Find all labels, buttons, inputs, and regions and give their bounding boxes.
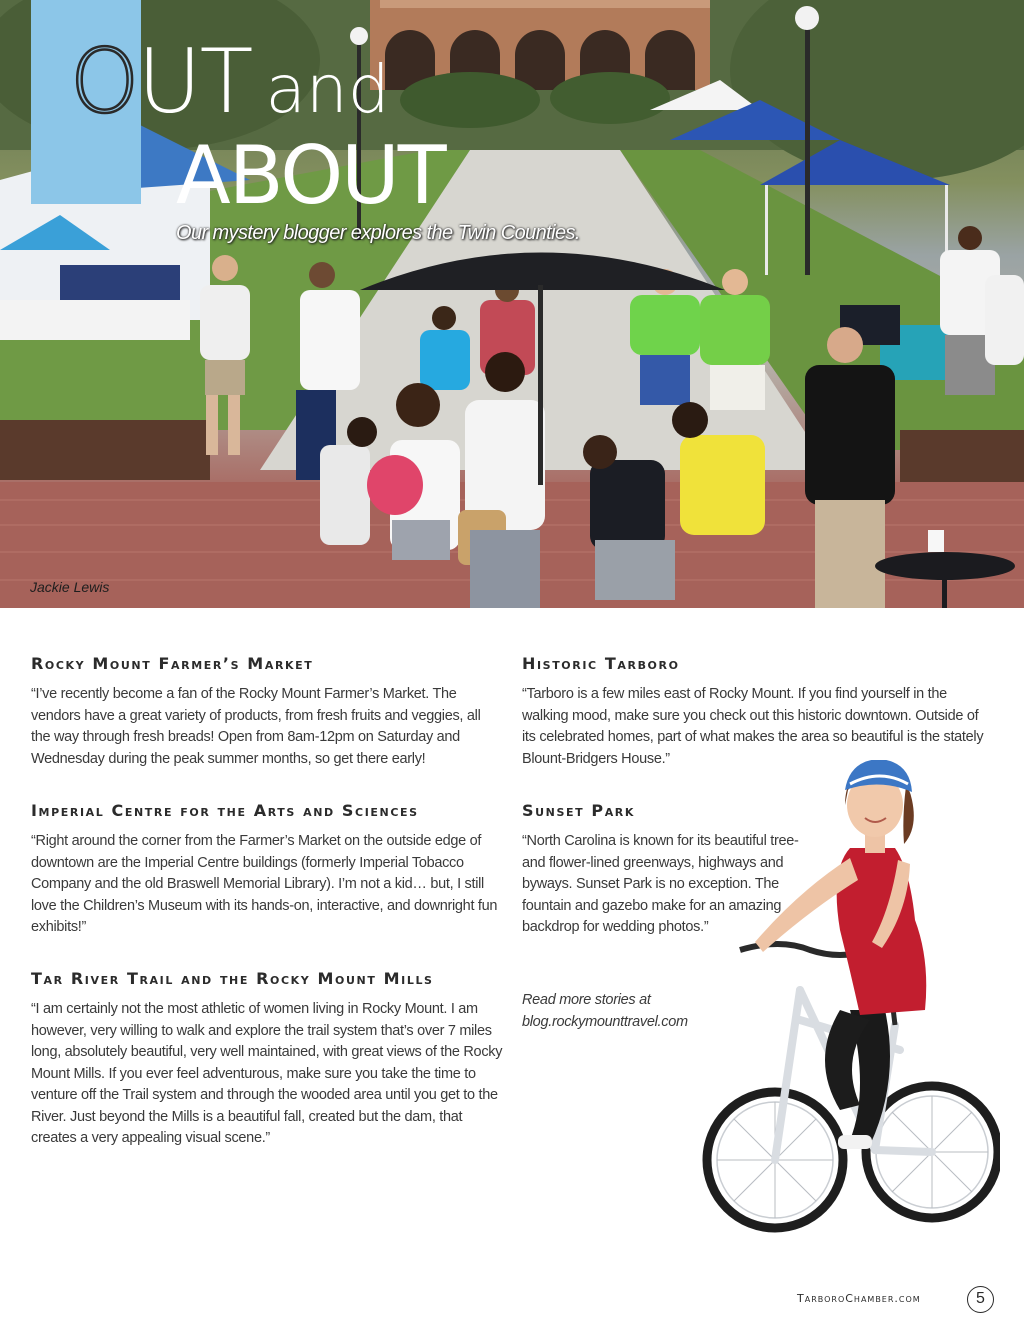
title-first-letter: O [70, 30, 138, 133]
section-body: “North Carolina is known for its beautiful tree- and flower-lined greenways, highways and byways. Sunset Park is no exception. The fountain and gazebo make for an amazing backdrop for wedding photos.” [522, 833, 799, 935]
page-title-line1 [70, 30, 390, 133]
photo-credit: Jackie Lewis [30, 579, 110, 595]
footer-website[interactable]: TarboroChamber.com [797, 1292, 921, 1305]
section-body: “I’ve recently become a fan of the Rocky Mount Farmer’s Market. The vendors have a great variety of products, from fresh fruits and veggies, all the way through fresh breads! Open from 8am-12pm on Saturday and Wednesday during the peak summer months, so get there early! [31, 686, 481, 767]
page-title-line2: ABOUT [176, 129, 445, 222]
section-heading: Rocky Mount Farmer’s Market [31, 654, 314, 673]
section-heading: Tar River Trail and the Rocky Mount Mills [31, 969, 434, 988]
section-heading: Imperial Centre for the Arts and Sciences [31, 801, 419, 820]
read-more-text: Read more stories at [522, 992, 651, 1008]
title-rest: UT [137, 30, 252, 133]
page-subtitle: Our mystery blogger explores the Twin Counties. [176, 222, 580, 244]
read-more [522, 990, 688, 1033]
section-historic-tarboro [522, 656, 994, 770]
section-body: “Tarboro is a few miles east of Rocky Mount. If you find yourself in the walking mood, make sure you check out this historic downtown. Outside of its celebrated homes, part of what makes the area so beautiful is the stately Blount-Bridgers House.” [522, 686, 984, 767]
section-body: “Right around the corner from the Farmer’s Market on the outside edge of downtown are the Imperial Centre buildings (formerly Imperial Tobacco Company and the old Braswell Memorial Library). I’m not a kid… but, I still love the Children’s Museum with its hands-on, interactive, and downright fun exhibits!” [31, 833, 498, 935]
section-heading: Sunset Park [522, 801, 636, 820]
hero-photo [0, 0, 1024, 608]
section-tar-river-trail [31, 971, 511, 1150]
section-imperial-centre [31, 803, 511, 939]
page-number: 5 [967, 1286, 994, 1313]
section-body: “I am certainly not the most athletic of women living in Rocky Mount. I am however, very willing to walk and explore the trail system that’s over 7 miles long, absolutely beautiful, very well maintained, with great views of the Rocky Mount Mills. If you ever feel adventurous, make sure you take the time to venture off the Trail system and through the wooded area until you get to the River. Just beyond the Mills is a beautiful fall, created but the dam, that creates a very appealing visual scene.” [31, 1001, 503, 1146]
cyclist-photo [700, 760, 1000, 1270]
blog-link[interactable]: blog.rockymounttravel.com [522, 1013, 688, 1030]
section-heading: Historic Tarboro [522, 654, 680, 673]
title-and: and [265, 51, 390, 128]
section-farmers-market [31, 656, 501, 770]
